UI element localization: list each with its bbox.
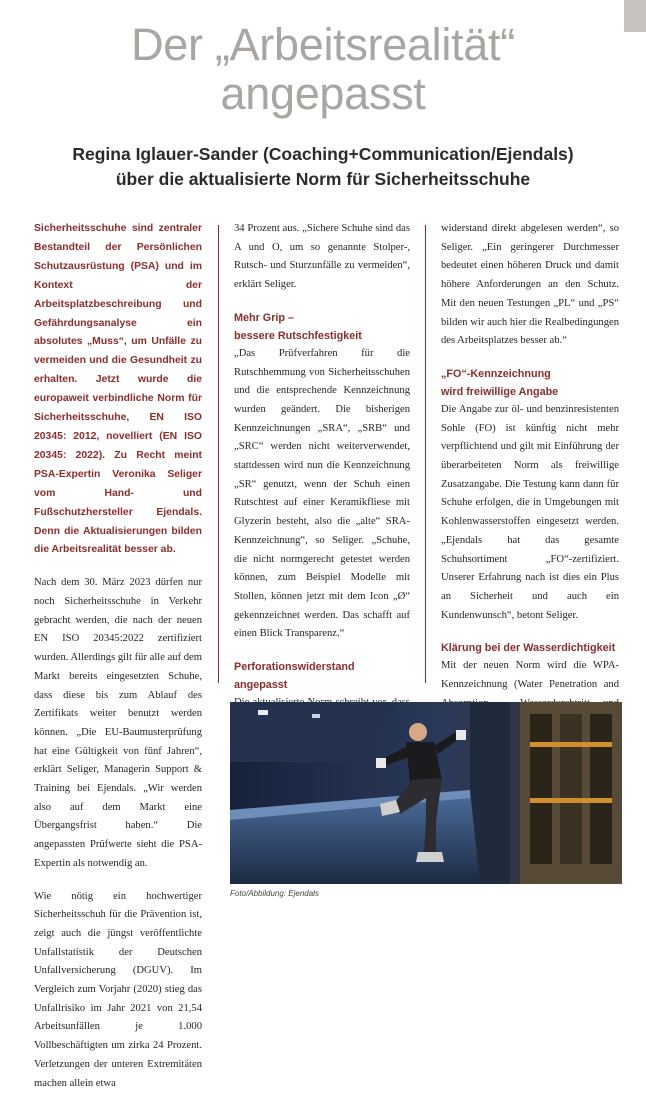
body-paragraph: Mit der neuen Norm wird die WPA-Kennzeichnung (Water Penetration and [441,660,619,691]
title-line-2: angepasst [220,68,426,119]
body-paragraph: 34 Prozent aus. „Sichere Schuhe sind das A und O, um so genannte Stolper-, Rutsch- und Sturzunfälle zu vermeiden“, erklärt Seliger. [234,223,410,291]
article-subtitle [0,142,646,192]
lead-paragraph: Sicherheitsschuhe sind zentraler Bestandteil der Persönlichen Schutzausrüstung (PSA) und im Kontext der Arbeitsplatzbeschreibung und Gefährdungsanalyse ein absolutes „Muss“, um Unfälle zu vermeiden und die Gesundheit zu erhalten. Jetzt wurde die europaweit verbindliche Norm für Sicherheitsschuhe, EN ISO 20345: 2012, novelliert (EN ISO 20345: 2022). Zu Recht meint PSA-Expertin Veronika Seliger vom Hand- und Fußschutzhersteller Ejendals. Denn die Aktualisierungen bilden die Arbeitsrealität besser ab. [34,223,202,556]
heading-line: bessere Rutschfestigkeit [234,329,362,342]
section-heading-fo [441,365,619,401]
section-heading-grip [234,309,410,345]
article-photo [230,702,622,884]
column-3 [441,220,619,751]
article-title [0,20,646,118]
body-paragraph: widerstand direkt abgelesen werden“, so Seliger. „Ein geringerer Durchmesser bedeutet einen höheren Druck und damit höhere Anforderungen an den Schutz. Mit den neuen Testungen „PL“ und „PS“ bilden wir auch hier die Realbedingungen des Arbeitsplatzes besser ab.“ [441,223,619,347]
heading-line: Mehr Grip – [234,311,294,324]
body-paragraph: Wie nötig ein hochwertiger Sicherheitsschuh für die Prävention ist, zeigt auch die jüngst veröffentlichte Unfallstatistik der Deutschen Unfallversicherung (DGUV). Im Vergleich zum Vorjahr (2020) stieg das Unfallrisiko im Jahr 2021 von 21,54 Arbeitsunfällen je 1.000 Vollbeschäftigten um zirka 24 Prozent. Verletzungen der unteren Extremitäten machen allein etwa [34,890,202,1089]
section-heading-water: Klärung bei der Wasserdichtigkeit [441,642,616,655]
subtitle-line-1: Regina Iglauer-Sander (Coaching+Communication/Ejendals) [72,144,574,164]
title-line-1: Der „Arbeitsrealität“ [131,19,515,70]
worker-jumping-photo [230,702,622,884]
column-rule-1 [218,225,219,683]
section-heading-perforation: Perforationswiderstand angepasst [234,661,355,692]
column-rule-2 [425,225,426,683]
body-paragraph: Die Angabe zur öl- und benzinresistenten Sohle (FO) ist künftig nicht mehr verpflichtend und gilt mit Einführung der überarbeiteten Norm als freiwillige Zusatzangabe. Die Testung kann dann für Schuhe erfolgen, die in Umgebungen mit Kohlenwasserstoffen eingesetzt werden. „Ejendals hat das gesamte Schuhsortiment „FO“-zertifiziert. Unserer Erfahrung nach ist dies ein Plus an Sicherheit und auch ein Kundenwunsch“, betont Seliger. [441,403,619,621]
photo-credit: Foto/Abbildung: Ejendals [230,889,319,898]
heading-line: wird freiwillige Angabe [441,385,559,398]
heading-line: „FO“-Kennzeichnung [441,367,551,380]
column-1 [34,220,202,1093]
subtitle-line-2: über die aktualisierte Norm für Sicherheitsschuhe [115,169,531,189]
body-paragraph: „Das Prüfverfahren für die Rutschhemmung von Sicherheitsschuhen und die entsprechende Kennzeichnung wurden geändert. Die bisherigen Kennzeichnungen „SRA“, „SRB“ und „SRC“ werden nicht weiterverwendet, stattdessen wird nun die Kennzeichnung „SR“ genutzt, wenn der Schuh einen Rutschtest auf einer Keramikfliese mit Glyzerin besteht, also die „alte“ SRA-Kennzeichnung“, so Seliger. „Schuhe, die nicht normgerecht getestet werden können, zum Beispiel Modelle mit Stollen, können jetzt mit dem Icon „Ø“ gekennzeichnet werden. Das schafft auf einen Blick Transparenz.“ [234,347,410,640]
body-paragraph: Nach dem 30. März 2023 dürfen nur noch Sicherheitsschuhe in Verkehr gebracht werden, die nach der neuen EN ISO 20345:2022 zertifiziert wurden. Allerdings gilt für alle auf dem Markt bereits eingesetzten Schuhe, dass diese bis zum Ablauf des Zertifikats weiter benutzt werden können. „Die EU-Baumusterprüfung hat eine Gültigkeit von fünf Jahren“, erklärt Seliger, Managerin Support & Training bei Ejendals. „Wir werden also auf dem Markt eine Übergangsfrist haben.“ Die angepassten Prüfwerte sieht die PSA-Expertin als notwendig an. [34,577,202,869]
